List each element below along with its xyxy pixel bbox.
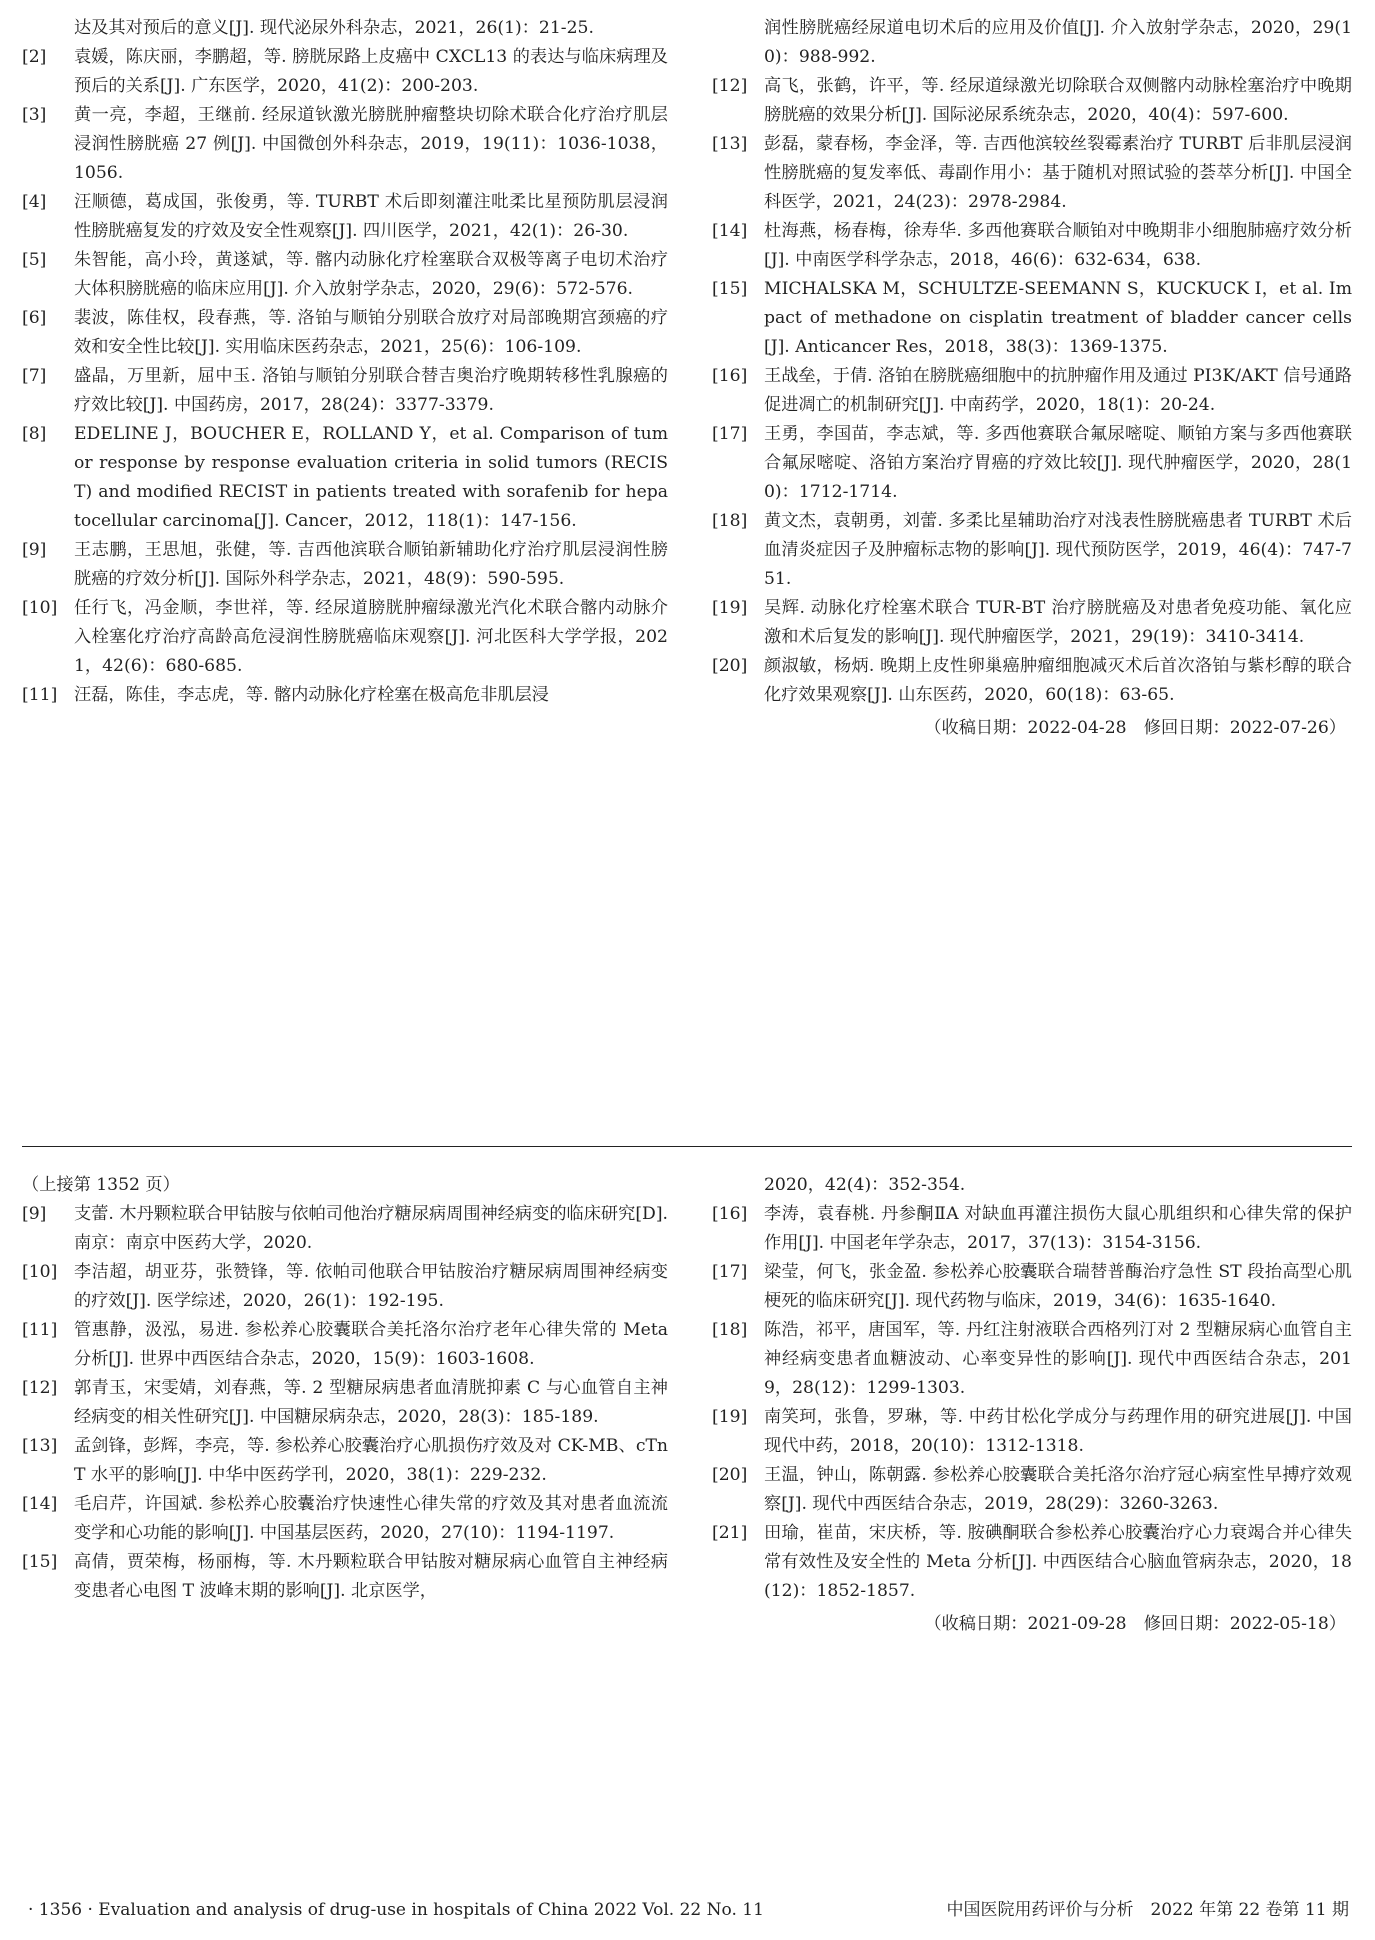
reference-number: [17] <box>712 424 748 444</box>
page-footer-right: 中国医院用药评价与分析 2022 年第 22 卷第 11 期 <box>946 1900 1349 1920</box>
reference-number: [13] <box>22 1436 58 1456</box>
reference-text: 吴辉. 动脉化疗栓塞术联合 TUR-BT 治疗膀胱癌及对患者免疫功能、氧化应激和术后复发的影响[J]. 现代肿瘤医学，2021，29(19)：3410-3414. <box>764 598 1352 647</box>
reference-column-bottom-left <box>22 1171 668 1606</box>
reference-text: 彭磊，蒙春杨，李金泽，等. 吉西他滨较丝裂霉素治疗 TURBT 后非肌层浸润性膀胱癌的复发率低、毒副作用小：基于随机对照试验的荟萃分析[J]. 中国全科医学，2021，24(23)：2978-2984. <box>764 134 1352 212</box>
reference-text: 南笑珂，张鲁，罗琳，等. 中药甘松化学成分与药理作用的研究进展[J]. 中国现代中药，2018，20(10)：1312-1318. <box>764 1407 1352 1456</box>
reference-entry <box>22 1258 668 1316</box>
reference-continuation: 润性膀胱癌经尿道电切术后的应用及价值[J]. 介入放射学杂志，2020，29(10)：988-992. <box>764 18 1352 67</box>
reference-text: 高飞，张鹤，许平，等. 经尿道绿激光切除联合双侧髂内动脉栓塞治疗中晚期膀胱癌的效果分析[J]. 国际泌尿系统杂志，2020，40(4)：597-600. <box>764 76 1352 125</box>
reference-entry <box>712 1461 1352 1519</box>
reference-number: [18] <box>712 1320 748 1340</box>
reference-number: [15] <box>22 1552 58 1572</box>
reference-text: 郭青玉，宋雯婧，刘春燕，等. 2 型糖尿病患者血清胱抑素 C 与心血管自主神经病变的相关性研究[J]. 中国糖尿病杂志，2020，28(3)：185-189. <box>74 1378 668 1427</box>
reference-text: 黄文杰，袁朝勇，刘蕾. 多柔比星辅助治疗对浅表性膀胱癌患者 TURBT 术后血清炎症因子及肿瘤标志物的影响[J]. 现代预防医学，2019，46(4)：747-751. <box>764 511 1352 589</box>
reference-number: [19] <box>712 598 748 618</box>
reference-entry <box>712 1316 1352 1403</box>
reference-text: 汪顺德，葛成国，张俊勇，等. TURBT 术后即刻灌注吡柔比星预防肌层浸润性膀胱癌复发的疗效及安全性观察[J]. 四川医学，2021，42(1)：26-30. <box>74 192 668 241</box>
reference-number: [16] <box>712 1204 748 1224</box>
reference-entry <box>712 1403 1352 1461</box>
reference-text: 任行飞，冯金顺，李世祥，等. 经尿道膀胱肿瘤绿激光汽化术联合髂内动脉介入栓塞化疗治疗高龄高危浸润性膀胱癌临床观察[J]. 河北医科大学学报，2021，42(6)：680-685. <box>74 598 668 676</box>
reference-text: 毛启芹，许国斌. 参松养心胶囊治疗快速性心律失常的疗效及其对患者血流流变学和心功能的影响[J]. 中国基层医药，2020，27(10)：1194-1197. <box>74 1494 668 1543</box>
reference-number: [9] <box>22 540 47 560</box>
reference-text: EDELINE J，BOUCHER E，ROLLAND Y，et al. Comparison of tumor response by response evaluation criteria in solid tumors (RECIST) and modified RECIST in patients treated with sorafenib for hepatocellular carcinoma[J]. Cancer，2012，118(1)：147-156. <box>74 424 668 531</box>
reference-number: [9] <box>22 1204 47 1224</box>
reference-number: [19] <box>712 1407 748 1427</box>
reference-continuation: 达及其对预后的意义[J]. 现代泌尿外科杂志，2021，26(1)：21-25. <box>74 18 594 38</box>
reference-text: 王战垒，于倩. 洛铂在膀胱癌细胞中的抗肿瘤作用及通过 PI3K/AKT 信号通路促进凋亡的机制研究[J]. 中南药学，2020，18(1)：20-24. <box>764 366 1352 415</box>
reference-number: [13] <box>712 134 748 154</box>
reference-text: MICHALSKA M，SCHULTZE-SEEMANN S，KUCKUCK I，et al. Impact of methadone on cisplatin treatment of bladder cancer cells[J]. Anticancer Res，2018，38(3)：1369-1375. <box>764 279 1352 357</box>
received-revised-dates: （收稿日期：2022-04-28 修回日期：2022-07-26） <box>924 718 1346 738</box>
reference-number: [10] <box>22 598 58 618</box>
reference-number: [20] <box>712 656 748 676</box>
reference-text: 裴波，陈佳权，段春燕，等. 洛铂与顺铂分别联合放疗对局部晚期宫颈癌的疗效和安全性比较[J]. 实用临床医药杂志，2021，25(6)：106-109. <box>74 308 668 357</box>
reference-entry <box>22 1432 668 1490</box>
reference-entry <box>22 246 668 304</box>
reference-entry <box>22 188 668 246</box>
reference-number: [12] <box>712 76 748 96</box>
reference-entry <box>22 43 668 101</box>
reference-text: 王志鹏，王思旭，张健，等. 吉西他滨联合顺铂新辅助化疗治疗肌层浸润性膀胱癌的疗效分析[J]. 国际外科学杂志，2021，48(9)：590-595. <box>74 540 668 589</box>
reference-continuation: 2020，42(4)：352-354. <box>764 1175 966 1195</box>
reference-entry <box>22 1548 668 1606</box>
reference-entry <box>712 420 1352 507</box>
reference-text: 杜海燕，杨春梅，徐寿华. 多西他赛联合顺铂对中晚期非小细胞肺癌疗效分析[J]. 中南医学科学杂志，2018，46(6)：632-634，638. <box>764 221 1352 270</box>
reference-entry <box>22 1316 668 1374</box>
reference-number: [11] <box>22 1320 58 1340</box>
reference-text: 王温，钟山，陈朝露. 参松养心胶囊联合美托洛尔治疗冠心病室性早搏疗效观察[J]. 现代中西医结合杂志，2019，28(29)：3260-3263. <box>764 1465 1352 1514</box>
reference-number: [10] <box>22 1262 58 1282</box>
section-divider <box>22 1146 1352 1147</box>
page-footer-left: · 1356 · Evaluation and analysis of drug-use in hospitals of China 2022 Vol. 22 No. 11 <box>28 1900 764 1920</box>
reference-entry <box>712 1200 1352 1258</box>
reference-number: [7] <box>22 366 47 386</box>
reference-number: [12] <box>22 1378 58 1398</box>
reference-number: [3] <box>22 105 47 125</box>
reference-text: 颜淑敏，杨炳. 晚期上皮性卵巢癌肿瘤细胞减灭术后首次洛铂与紫杉醇的联合化疗效果观察[J]. 山东医药，2020，60(18)：63-65. <box>764 656 1352 705</box>
continued-from-note: （上接第 1352 页） <box>22 1175 180 1195</box>
reference-column-bottom-right <box>712 1171 1352 1639</box>
reference-number: [4] <box>22 192 47 212</box>
reference-entry <box>22 681 668 710</box>
reference-entry <box>22 304 668 362</box>
reference-entry <box>712 362 1352 420</box>
reference-number: [18] <box>712 511 748 531</box>
reference-text: 高倩，贾荣梅，杨丽梅，等. 木丹颗粒联合甲钴胺对糖尿病心血管自主神经病变患者心电图 T 波峰末期的影响[J]. 北京医学， <box>74 1552 668 1601</box>
reference-entry <box>22 362 668 420</box>
reference-entry <box>22 1490 668 1548</box>
reference-text: 盛晶，万里新，屈中玉. 洛铂与顺铂分别联合替吉奥治疗晚期转移性乳腺癌的疗效比较[J]. 中国药房，2017，28(24)：3377-3379. <box>74 366 668 415</box>
reference-text: 管惠静，汲泓，易进. 参松养心胶囊联合美托洛尔治疗老年心律失常的 Meta 分析[J]. 世界中西医结合杂志，2020，15(9)：1603-1608. <box>74 1320 668 1369</box>
reference-entry <box>712 594 1352 652</box>
reference-entry <box>712 1519 1352 1606</box>
reference-text: 王勇，李国苗，李志斌，等. 多西他赛联合氟尿嘧啶、顺铂方案与多西他赛联合氟尿嘧啶、洛铂方案治疗胃癌的疗效比较[J]. 现代肿瘤医学，2020，28(10)：1712-1714. <box>764 424 1352 502</box>
reference-number: [5] <box>22 250 47 270</box>
reference-entry <box>712 652 1352 710</box>
reference-text: 李洁超，胡亚芬，张赞锋，等. 依帕司他联合甲钴胺治疗糖尿病周围神经病变的疗效[J]. 医学综述，2020，26(1)：192-195. <box>74 1262 668 1311</box>
reference-text: 梁莹，何飞，张金盈. 参松养心胶囊联合瑞替普酶治疗急性 ST 段抬高型心肌梗死的临床研究[J]. 现代药物与临床，2019，34(6)：1635-1640. <box>764 1262 1352 1311</box>
reference-number: [15] <box>712 279 748 299</box>
reference-number: [14] <box>22 1494 58 1514</box>
reference-number: [20] <box>712 1465 748 1485</box>
reference-entry <box>22 101 668 188</box>
reference-text: 黄一亮，李超，王继前. 经尿道钬激光膀胱肿瘤整块切除术联合化疗治疗肌层浸润性膀胱癌 27 例[J]. 中国微创外科杂志，2019，19(11)：1036-1038，1056. <box>74 105 668 183</box>
reference-text: 汪磊，陈佳，李志虎，等. 髂内动脉化疗栓塞在极高危非肌层浸 <box>74 685 549 705</box>
reference-entry <box>22 536 668 594</box>
reference-entry <box>712 507 1352 594</box>
reference-entry <box>22 1200 668 1258</box>
reference-text: 李涛，袁春桃. 丹参酮ⅡA 对缺血再灌注损伤大鼠心肌组织和心律失常的保护作用[J]. 中国老年学杂志，2017，37(13)：3154-3156. <box>764 1204 1352 1253</box>
reference-text: 孟剑锋，彭辉，李亮，等. 参松养心胶囊治疗心肌损伤疗效及对 CK-MB、cTnT 水平的影响[J]. 中华中医药学刊，2020，38(1)：229-232. <box>74 1436 668 1485</box>
reference-text: 田瑜，崔苗，宋庆桥，等. 胺碘酮联合参松养心胶囊治疗心力衰竭合并心律失常有效性及安全性的 Meta 分析[J]. 中西医结合心脑血管病杂志，2020，18(12)：1852-1857. <box>764 1523 1352 1601</box>
reference-number: [11] <box>22 685 58 705</box>
reference-column-top-right <box>712 14 1352 743</box>
reference-entry <box>22 1374 668 1432</box>
reference-entry <box>712 1258 1352 1316</box>
reference-entry <box>712 275 1352 362</box>
reference-entry <box>712 72 1352 130</box>
reference-text: 陈浩，祁平，唐国军，等. 丹红注射液联合西格列汀对 2 型糖尿病心血管自主神经病变患者血糖波动、心率变异性的影响[J]. 现代中西医结合杂志，2019，28(12)：1299-1303. <box>764 1320 1352 1398</box>
reference-text: 袁媛，陈庆丽，李鹏超，等. 膀胱尿路上皮癌中 CXCL13 的表达与临床病理及预后的关系[J]. 广东医学，2020，41(2)：200-203. <box>74 47 668 96</box>
reference-number: [8] <box>22 424 47 444</box>
reference-entry <box>712 217 1352 275</box>
reference-number: [14] <box>712 221 748 241</box>
reference-entry <box>22 594 668 681</box>
reference-entry <box>22 420 668 536</box>
reference-column-top-left <box>22 14 668 710</box>
reference-number: [2] <box>22 47 47 67</box>
reference-number: [21] <box>712 1523 748 1543</box>
reference-text: 朱智能，高小玲，黄遂斌，等. 髂内动脉化疗栓塞联合双极等离子电切术治疗大体积膀胱癌的临床应用[J]. 介入放射学杂志，2020，29(6)：572-576. <box>74 250 668 299</box>
reference-number: [6] <box>22 308 47 328</box>
reference-entry <box>712 130 1352 217</box>
reference-text: 支蕾. 木丹颗粒联合甲钴胺与依帕司他治疗糖尿病周围神经病变的临床研究[D]. 南京：南京中医药大学，2020. <box>74 1204 668 1253</box>
reference-number: [17] <box>712 1262 748 1282</box>
reference-number: [16] <box>712 366 748 386</box>
received-revised-dates: （收稿日期：2021-09-28 修回日期：2022-05-18） <box>924 1614 1346 1634</box>
